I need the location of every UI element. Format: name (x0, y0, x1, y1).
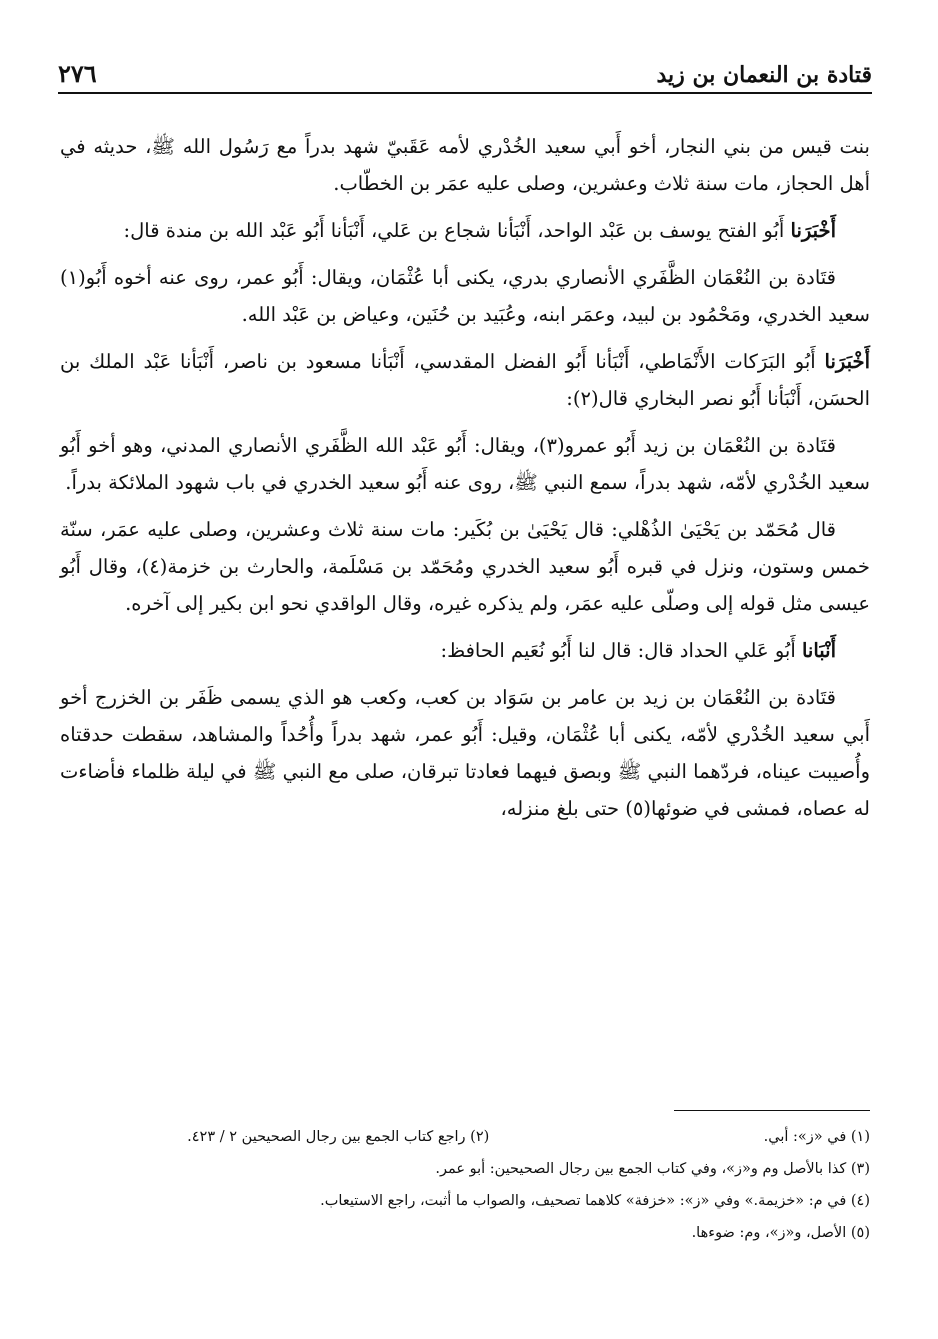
footnote-5: (٥) الأصل، و«ز»، وم: ضوءها. (691, 1225, 870, 1241)
main-text (60, 128, 870, 837)
paragraph (60, 212, 870, 249)
paragraph (60, 511, 870, 622)
paragraph-text: قتَادة بن النُعْمَان بن زيد بن عامر بن سَوَاد بن كعب، وكعب هو الذي يسمى ظَفَر بن الخزرج أخو أَبي سعيد الخُدْري لأمّه، يكنى أبا عُثْمَان، وقيل: أَبُو عمر، شهد بدراً وأُحُداً والمشاهد، سقطت حدقتاه وأُصيبت عيناه، فردّهما النبي ﷺ وبصق فيهما فعادتا تبرقان، صلى مع النبي ﷺ في ليلة ظلماء فأضاءت له عصاه، فمشى في ضوئها(٥) حتى بلغ منزله، (60, 686, 870, 820)
footnote-2: (٢) راجع كتاب الجمع بين رجال الصحيحين ٢ / ٤٢٣. (187, 1129, 490, 1145)
paragraph (60, 128, 870, 202)
paragraph-text: بنت قيس من بني النجار، أخو أَبي سعيد الخُدْري لأمه عَقَبيّ شهد بدراً مع رَسُول الله ﷺ، حديثه في أهل الحجاز، مات سنة ثلاث وعشرين، وصلى عليه عمَر بن الخطّاب. (60, 135, 870, 195)
paragraph (60, 679, 870, 827)
footnote-rule (674, 1110, 870, 1111)
footnote-3: (٣) كذا بالأصل وم و«ز»، وفي كتاب الجمع بين رجال الصحيحين: أبو عمر. (435, 1161, 870, 1177)
paragraph-lead: أَخْبَرَنا (790, 219, 836, 242)
paragraph-text: قال مُحَمّد بن يَحْيَىٰ الذُهْلي: قال يَحْيَىٰ بن بُكَير: مات سنة ثلاث وعشرين، وصلى عليه عمَر، سنّة خمس وستون، ونزل في قبره أَبُو سعيد الخدري ومُحَمّد بن مَسْلَمة، والحارث بن خزمة(٤)، وقال أَبُو عيسى مثل قوله إلى وصلّى عليه عمَر، ولم يذكره غيره، وقال الواقدي نحو ابن بكير إلى آخره. (60, 518, 870, 615)
running-title: قتادة بن النعمان بن زيد (656, 62, 872, 88)
paragraph (60, 259, 870, 333)
footnote-1: (١) في «ز»: أبي. (763, 1129, 870, 1145)
footnotes (60, 1110, 870, 1249)
paragraph-text: أَبُو البَرَكات الأَنْمَاطي، أَنْبَأنا أَبُو الفضل المقدسي، أَنْبَأنا مسعود بن ناصر، أَنْبَأنا عَبْد الملك بن الحسَن، أَنْبَأنا أَبُو نصر البخاري قال(٢): (60, 350, 870, 410)
paragraph-text: قتَادة بن النُعْمَان الظَّفَري الأنصاري بدري، يكنى أبا عُثْمَان، ويقال: أَبُو عمر، روى عنه أخوه أَبُو(١) سعيد الخدري، ومَحْمُود بن لبيد، وعمَر ابنه، وعُبَيد بن حُنَين، وعياض بن عَبْد الله. (60, 266, 870, 326)
page-header (58, 58, 872, 94)
paragraph-lead: أَخْبَرَنا (824, 350, 870, 373)
paragraph (60, 427, 870, 501)
paragraph-text: أَبُو الفتح يوسف بن عَبْد الواحد، أَنْبَأنا شجاع بن عَلي، أَنْبَأنا أَبُو عَبْد الله بن مندة قال: (123, 219, 791, 242)
page-number: ٢٧٦ (58, 59, 97, 88)
paragraph-text: أَبُو عَلي الحداد قال: قال لنا أَبُو نُعَيم الحافظ: (440, 639, 802, 662)
paragraph (60, 632, 870, 669)
paragraph (60, 343, 870, 417)
footnote-4: (٤) في م: «خزيمة.» وفي «ز»: «خزفة» كلاهما تصحيف، والصواب ما أثبت، راجع الاستيعاب. (320, 1193, 870, 1209)
paragraph-text: قتَادة بن النُعْمَان بن زيد أَبُو عمرو(٣)، ويقال: أَبُو عَبْد الله الظَّفَري الأنصاري المدني، وهو أخو أَبُو سعيد الخُدْري لأمّه، شهد بدراً، سمع النبي ﷺ، روى عنه أَبُو سعيد الخدري في باب شهود الملائكة بدراً. (60, 434, 870, 494)
footnote-row (60, 1121, 870, 1153)
paragraph-lead: أَنْبَانا (801, 639, 836, 662)
